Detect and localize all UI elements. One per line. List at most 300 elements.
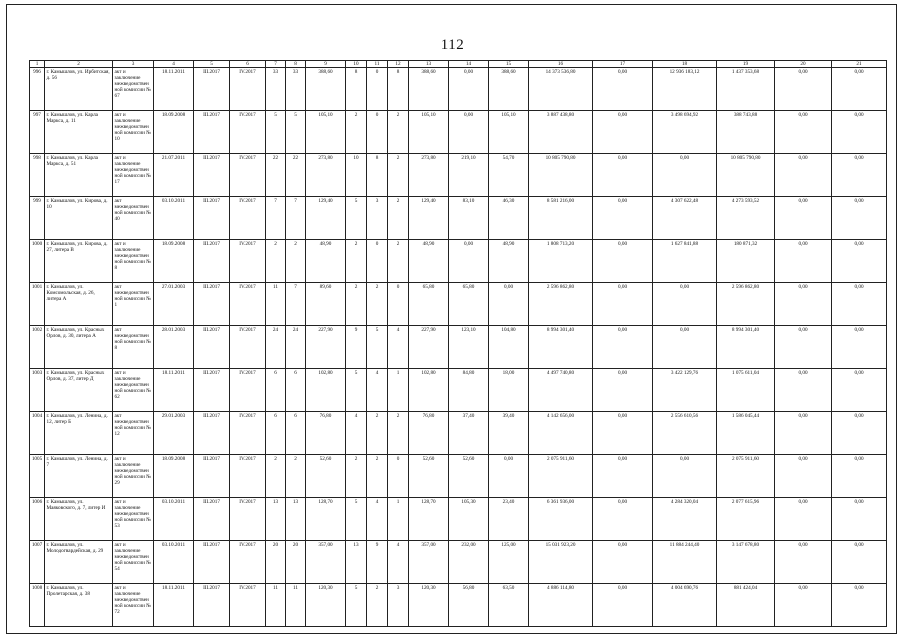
area-municipal-cell: 0,00 [449, 240, 489, 283]
total-cost-cell: 6 361 936,00 [529, 498, 593, 541]
rooms-municipal-cell: 2 [367, 283, 388, 326]
area-municipal-cell: 65,80 [449, 283, 489, 326]
column-number-row [30, 61, 887, 68]
residents-to-relocate-cell: 6 [286, 369, 306, 412]
total-area-cell: 273,80 [306, 154, 346, 197]
planned-start-cell: III.2017 [194, 584, 230, 627]
planned-end-cell: IV.2017 [230, 283, 266, 326]
column-header: 5 [194, 61, 230, 68]
page-number: 112 [440, 37, 465, 53]
regional-funds-cell: 2 556 610,56 [653, 412, 717, 455]
total-cost-cell: 2 075 911,60 [529, 455, 593, 498]
document-date-cell: 18.09.2008 [154, 455, 194, 498]
total-cost-cell: 4 142 656,00 [529, 412, 593, 455]
planned-start-cell: III.2017 [194, 455, 230, 498]
residents-to-relocate-cell: 22 [286, 154, 306, 197]
row-number-cell: 998 [30, 154, 45, 197]
total-cost-cell: 15 031 923,20 [529, 541, 593, 584]
table-row [30, 326, 887, 369]
federal-funds-cell: 0,00 [593, 369, 653, 412]
rooms-municipal-cell: 2 [367, 455, 388, 498]
residents-total-cell: 7 [266, 197, 286, 240]
residents-total-cell: 6 [266, 412, 286, 455]
rooms-private-cell: 2 [388, 197, 409, 240]
document-date-cell: 27.01.2003 [154, 283, 194, 326]
area-to-relocate-cell: 273,80 [409, 154, 449, 197]
rooms-total-cell: 2 [346, 240, 367, 283]
total-cost-cell: 14 373 536,80 [529, 68, 593, 111]
planned-end-cell: IV.2017 [230, 326, 266, 369]
residents-to-relocate-cell: 33 [286, 68, 306, 111]
area-municipal-cell: 0,00 [449, 111, 489, 154]
rooms-municipal-cell: 2 [367, 412, 388, 455]
residents-total-cell: 11 [266, 283, 286, 326]
address-cell: г. Камышлов, ул. Красных Орлов, д. 37, литер Д [45, 369, 113, 412]
area-municipal-cell: 123,10 [449, 326, 489, 369]
rooms-municipal-cell: 0 [367, 111, 388, 154]
total-area-cell: 120,30 [306, 584, 346, 627]
planned-start-cell: III.2017 [194, 197, 230, 240]
address-cell: г. Камышлов, ул. Ленина, д. 12, литер Б [45, 412, 113, 455]
federal-funds-cell: 0,00 [593, 584, 653, 627]
column-header: 13 [409, 61, 449, 68]
extra-funds-1-cell: 0,00 [775, 283, 832, 326]
table-row [30, 240, 887, 283]
area-private-cell: 105,10 [489, 111, 529, 154]
regional-funds-cell: 3 498 694,92 [653, 111, 717, 154]
row-number-cell: 1005 [30, 455, 45, 498]
total-area-cell: 129,40 [306, 197, 346, 240]
document-date-cell: 28.01.2003 [154, 326, 194, 369]
table-row [30, 455, 887, 498]
rooms-private-cell: 2 [388, 240, 409, 283]
address-cell: г. Камышлов, ул. Комсомольская, д. 26, литера А [45, 283, 113, 326]
local-funds-cell: 8 994 301,40 [717, 326, 775, 369]
table-row [30, 541, 887, 584]
extra-funds-2-cell: 0,00 [832, 498, 887, 541]
regional-funds-cell: 0,00 [653, 283, 717, 326]
basis-document-cell: акт и заключение межведомственной комиссии № 72 [113, 584, 154, 627]
residents-to-relocate-cell: 24 [286, 326, 306, 369]
area-municipal-cell: 0,00 [449, 68, 489, 111]
area-private-cell: 18,00 [489, 369, 529, 412]
table-row [30, 498, 887, 541]
document-date-cell: 29.01.2003 [154, 412, 194, 455]
row-number-cell: 1006 [30, 498, 45, 541]
planned-end-cell: IV.2017 [230, 584, 266, 627]
address-cell: г. Камышлов, ул. Маяковского, д. 7, литер И [45, 498, 113, 541]
column-header: 4 [154, 61, 194, 68]
residents-total-cell: 20 [266, 541, 286, 584]
planned-end-cell: IV.2017 [230, 111, 266, 154]
address-cell: г. Камышлов, ул. Молодогвардейская, д. 29 [45, 541, 113, 584]
local-funds-cell: 1 437 353,68 [717, 68, 775, 111]
column-header: 9 [306, 61, 346, 68]
area-municipal-cell: 105,30 [449, 498, 489, 541]
planned-end-cell: IV.2017 [230, 154, 266, 197]
rooms-private-cell: 2 [388, 412, 409, 455]
planned-start-cell: III.2017 [194, 541, 230, 584]
area-private-cell: 125,00 [489, 541, 529, 584]
rooms-private-cell: 0 [388, 283, 409, 326]
federal-funds-cell: 0,00 [593, 111, 653, 154]
planned-start-cell: III.2017 [194, 498, 230, 541]
column-header: 12 [388, 61, 409, 68]
row-number-cell: 1001 [30, 283, 45, 326]
row-number-cell: 1000 [30, 240, 45, 283]
total-cost-cell: 4 497 740,80 [529, 369, 593, 412]
area-municipal-cell: 52,60 [449, 455, 489, 498]
extra-funds-1-cell: 0,00 [775, 197, 832, 240]
column-header: 16 [529, 61, 593, 68]
total-cost-cell: 2 596 862,80 [529, 283, 593, 326]
extra-funds-1-cell: 0,00 [775, 68, 832, 111]
extra-funds-2-cell: 0,00 [832, 283, 887, 326]
rooms-total-cell: 2 [346, 455, 367, 498]
address-cell: г. Камышлов, ул. Ленина, д. 7 [45, 455, 113, 498]
column-header: 3 [113, 61, 154, 68]
total-cost-cell: 4 886 114,80 [529, 584, 593, 627]
row-number-cell: 999 [30, 197, 45, 240]
rooms-municipal-cell: 2 [367, 584, 388, 627]
planned-start-cell: III.2017 [194, 326, 230, 369]
regional-funds-cell: 11 884 244,40 [653, 541, 717, 584]
local-funds-cell: 2 075 911,60 [717, 455, 775, 498]
local-funds-cell: 4 273 593,52 [717, 197, 775, 240]
area-private-cell: 0,00 [489, 455, 529, 498]
address-cell: г. Камышлов, ул. Красных Орлов, д. 30, литера А [45, 326, 113, 369]
basis-document-cell: акт межведомственной комиссии № 1 [113, 283, 154, 326]
table-row [30, 412, 887, 455]
extra-funds-2-cell: 0,00 [832, 455, 887, 498]
row-number-cell: 1003 [30, 369, 45, 412]
residents-to-relocate-cell: 7 [286, 283, 306, 326]
basis-document-cell: акт и заключение межведомственной комиссии № 54 [113, 541, 154, 584]
area-private-cell: 388,60 [489, 68, 529, 111]
area-to-relocate-cell: 357,00 [409, 541, 449, 584]
residents-total-cell: 5 [266, 111, 286, 154]
residents-total-cell: 33 [266, 68, 286, 111]
extra-funds-2-cell: 0,00 [832, 369, 887, 412]
column-header: 17 [593, 61, 653, 68]
column-header: 19 [717, 61, 775, 68]
rooms-total-cell: 10 [346, 154, 367, 197]
table-row [30, 111, 887, 154]
row-number-cell: 1007 [30, 541, 45, 584]
rooms-private-cell: 1 [388, 498, 409, 541]
regional-funds-cell: 3 422 129,76 [653, 369, 717, 412]
area-to-relocate-cell: 128,70 [409, 498, 449, 541]
total-area-cell: 102,80 [306, 369, 346, 412]
extra-funds-2-cell: 0,00 [832, 68, 887, 111]
area-municipal-cell: 56,80 [449, 584, 489, 627]
basis-document-cell: акт и заключение межведомственной комиссии № 53 [113, 498, 154, 541]
planned-end-cell: IV.2017 [230, 240, 266, 283]
extra-funds-1-cell: 0,00 [775, 111, 832, 154]
rooms-municipal-cell: 0 [367, 68, 388, 111]
rooms-total-cell: 5 [346, 498, 367, 541]
total-cost-cell: 8 994 301,40 [529, 326, 593, 369]
column-header: 8 [286, 61, 306, 68]
federal-funds-cell: 0,00 [593, 455, 653, 498]
rooms-total-cell: 9 [346, 326, 367, 369]
federal-funds-cell: 0,00 [593, 498, 653, 541]
area-private-cell: 23,40 [489, 498, 529, 541]
regional-funds-cell: 12 936 183,12 [653, 68, 717, 111]
planned-end-cell: IV.2017 [230, 197, 266, 240]
local-funds-cell: 881 424,04 [717, 584, 775, 627]
rooms-private-cell: 2 [388, 154, 409, 197]
area-to-relocate-cell: 120,30 [409, 584, 449, 627]
extra-funds-1-cell: 0,00 [775, 412, 832, 455]
table-row [30, 369, 887, 412]
local-funds-cell: 388 743,88 [717, 111, 775, 154]
local-funds-cell: 3 147 678,80 [717, 541, 775, 584]
extra-funds-2-cell: 0,00 [832, 111, 887, 154]
extra-funds-1-cell: 0,00 [775, 584, 832, 627]
planned-start-cell: III.2017 [194, 240, 230, 283]
document-date-cell: 21.07.2011 [154, 154, 194, 197]
address-cell: г. Камышлов, ул. Пролетарская, д. 38 [45, 584, 113, 627]
area-municipal-cell: 232,00 [449, 541, 489, 584]
basis-document-cell: акт и заключение межведомственной комиссии № 10 [113, 111, 154, 154]
area-private-cell: 0,00 [489, 283, 529, 326]
rooms-municipal-cell: 4 [367, 369, 388, 412]
document-date-cell: 18.11.2011 [154, 584, 194, 627]
column-header: 11 [367, 61, 388, 68]
extra-funds-2-cell: 0,00 [832, 154, 887, 197]
extra-funds-1-cell: 0,00 [775, 369, 832, 412]
column-header: 1 [30, 61, 45, 68]
table-row [30, 197, 887, 240]
basis-document-cell: акт и заключение межведомственной комиссии № 62 [113, 369, 154, 412]
residents-total-cell: 24 [266, 326, 286, 369]
extra-funds-1-cell: 0,00 [775, 240, 832, 283]
area-municipal-cell: 37,40 [449, 412, 489, 455]
planned-end-cell: IV.2017 [230, 455, 266, 498]
planned-start-cell: III.2017 [194, 412, 230, 455]
column-header: 14 [449, 61, 489, 68]
area-private-cell: 39,40 [489, 412, 529, 455]
local-funds-cell: 2 596 862,80 [717, 283, 775, 326]
total-area-cell: 52,60 [306, 455, 346, 498]
local-funds-cell: 1 586 045,44 [717, 412, 775, 455]
address-cell: г. Камышлов, ул. Карла Маркса, д. 51 [45, 154, 113, 197]
planned-end-cell: IV.2017 [230, 541, 266, 584]
extra-funds-2-cell: 0,00 [832, 326, 887, 369]
row-number-cell: 1002 [30, 326, 45, 369]
rooms-municipal-cell: 5 [367, 326, 388, 369]
rooms-municipal-cell: 0 [367, 240, 388, 283]
table-row [30, 154, 887, 197]
area-to-relocate-cell: 129,40 [409, 197, 449, 240]
column-header: 6 [230, 61, 266, 68]
planned-start-cell: III.2017 [194, 283, 230, 326]
regional-funds-cell: 1 627 841,88 [653, 240, 717, 283]
document-date-cell: 18.09.2008 [154, 240, 194, 283]
area-municipal-cell: 84,80 [449, 369, 489, 412]
planned-end-cell: IV.2017 [230, 68, 266, 111]
rooms-total-cell: 5 [346, 369, 367, 412]
basis-document-cell: акт межведомственной комиссии № 12 [113, 412, 154, 455]
residents-to-relocate-cell: 11 [286, 584, 306, 627]
area-to-relocate-cell: 65,80 [409, 283, 449, 326]
area-private-cell: 63,50 [489, 584, 529, 627]
column-header: 15 [489, 61, 529, 68]
table-row [30, 584, 887, 627]
rooms-total-cell: 13 [346, 541, 367, 584]
area-private-cell: 48,90 [489, 240, 529, 283]
area-to-relocate-cell: 76,80 [409, 412, 449, 455]
area-municipal-cell: 219,10 [449, 154, 489, 197]
area-to-relocate-cell: 227,90 [409, 326, 449, 369]
residents-total-cell: 6 [266, 369, 286, 412]
planned-start-cell: III.2017 [194, 369, 230, 412]
rooms-municipal-cell: 8 [367, 154, 388, 197]
rooms-total-cell: 5 [346, 584, 367, 627]
area-to-relocate-cell: 48,90 [409, 240, 449, 283]
total-cost-cell: 10 805 790,80 [529, 154, 593, 197]
extra-funds-1-cell: 0,00 [775, 455, 832, 498]
area-to-relocate-cell: 52,60 [409, 455, 449, 498]
planned-end-cell: IV.2017 [230, 412, 266, 455]
residents-to-relocate-cell: 2 [286, 240, 306, 283]
row-number-cell: 1004 [30, 412, 45, 455]
extra-funds-2-cell: 0,00 [832, 197, 887, 240]
table-row [30, 283, 887, 326]
federal-funds-cell: 0,00 [593, 412, 653, 455]
rooms-private-cell: 3 [388, 584, 409, 627]
extra-funds-1-cell: 0,00 [775, 498, 832, 541]
rooms-private-cell: 0 [388, 455, 409, 498]
regional-funds-cell: 4 004 690,76 [653, 584, 717, 627]
planned-end-cell: IV.2017 [230, 498, 266, 541]
address-cell: г. Камышлов, ул. Ирбитская, д. 56 [45, 68, 113, 111]
rooms-private-cell: 4 [388, 326, 409, 369]
basis-document-cell: акт и заключение межведомственной комиссии № 67 [113, 68, 154, 111]
rooms-total-cell: 2 [346, 111, 367, 154]
basis-document-cell: акт межведомственной комиссии № 40 [113, 197, 154, 240]
basis-document-cell: акт и заключение межведомственной комиссии № 29 [113, 455, 154, 498]
row-number-cell: 996 [30, 68, 45, 111]
residents-total-cell: 22 [266, 154, 286, 197]
residents-total-cell: 2 [266, 240, 286, 283]
area-private-cell: 54,70 [489, 154, 529, 197]
rooms-total-cell: 8 [346, 68, 367, 111]
regional-funds-cell: 0,00 [653, 326, 717, 369]
residents-total-cell: 2 [266, 455, 286, 498]
area-private-cell: 104,80 [489, 326, 529, 369]
row-number-cell: 997 [30, 111, 45, 154]
document-date-cell: 18.09.2008 [154, 111, 194, 154]
basis-document-cell: акт и заключение межведомственной комиссии № 8 [113, 240, 154, 283]
total-area-cell: 357,00 [306, 541, 346, 584]
rooms-total-cell: 2 [346, 283, 367, 326]
address-cell: г. Камышлов, ул. Кирова, д. 10 [45, 197, 113, 240]
rooms-private-cell: 4 [388, 541, 409, 584]
extra-funds-2-cell: 0,00 [832, 584, 887, 627]
column-header: 18 [653, 61, 717, 68]
document-date-cell: 18.11.2011 [154, 369, 194, 412]
planned-start-cell: III.2017 [194, 111, 230, 154]
row-number-cell: 1008 [30, 584, 45, 627]
resettlement-table [29, 60, 887, 627]
federal-funds-cell: 0,00 [593, 283, 653, 326]
total-area-cell: 48,90 [306, 240, 346, 283]
regional-funds-cell: 0,00 [653, 455, 717, 498]
rooms-total-cell: 4 [346, 412, 367, 455]
document-date-cell: 03.10.2011 [154, 197, 194, 240]
total-area-cell: 227,90 [306, 326, 346, 369]
total-cost-cell: 3 887 438,80 [529, 111, 593, 154]
total-cost-cell: 1 808 713,20 [529, 240, 593, 283]
residents-to-relocate-cell: 5 [286, 111, 306, 154]
local-funds-cell: 180 871,32 [717, 240, 775, 283]
total-area-cell: 89,60 [306, 283, 346, 326]
regional-funds-cell: 0,00 [653, 154, 717, 197]
extra-funds-1-cell: 0,00 [775, 154, 832, 197]
area-private-cell: 46,30 [489, 197, 529, 240]
extra-funds-2-cell: 0,00 [832, 541, 887, 584]
residents-to-relocate-cell: 2 [286, 455, 306, 498]
extra-funds-2-cell: 0,00 [832, 412, 887, 455]
rooms-municipal-cell: 3 [367, 197, 388, 240]
extra-funds-1-cell: 0,00 [775, 541, 832, 584]
total-area-cell: 388,60 [306, 68, 346, 111]
document-date-cell: 03.10.2011 [154, 541, 194, 584]
federal-funds-cell: 0,00 [593, 197, 653, 240]
basis-document-cell: акт межведомственной комиссии № 8 [113, 326, 154, 369]
total-area-cell: 128,70 [306, 498, 346, 541]
federal-funds-cell: 0,00 [593, 68, 653, 111]
residents-to-relocate-cell: 6 [286, 412, 306, 455]
rooms-municipal-cell: 9 [367, 541, 388, 584]
address-cell: г. Камышлов, ул. Кирова, д. 27, литера В [45, 240, 113, 283]
address-cell: г. Камышлов, ул. Карла Маркса, д. 11 [45, 111, 113, 154]
rooms-private-cell: 1 [388, 369, 409, 412]
area-to-relocate-cell: 102,80 [409, 369, 449, 412]
federal-funds-cell: 0,00 [593, 326, 653, 369]
residents-to-relocate-cell: 20 [286, 541, 306, 584]
total-area-cell: 105,10 [306, 111, 346, 154]
column-header: 10 [346, 61, 367, 68]
total-cost-cell: 8 581 216,00 [529, 197, 593, 240]
column-header: 7 [266, 61, 286, 68]
residents-to-relocate-cell: 7 [286, 197, 306, 240]
document-date-cell: 03.10.2011 [154, 498, 194, 541]
table-row [30, 68, 887, 111]
federal-funds-cell: 0,00 [593, 154, 653, 197]
column-header: 20 [775, 61, 832, 68]
column-header: 21 [832, 61, 887, 68]
local-funds-cell: 10 805 790,80 [717, 154, 775, 197]
rooms-municipal-cell: 4 [367, 498, 388, 541]
federal-funds-cell: 0,00 [593, 541, 653, 584]
federal-funds-cell: 0,00 [593, 240, 653, 283]
rooms-private-cell: 2 [388, 111, 409, 154]
column-header: 2 [45, 61, 113, 68]
extra-funds-2-cell: 0,00 [832, 240, 887, 283]
rooms-private-cell: 8 [388, 68, 409, 111]
residents-to-relocate-cell: 13 [286, 498, 306, 541]
local-funds-cell: 2 077 615,96 [717, 498, 775, 541]
area-municipal-cell: 83,10 [449, 197, 489, 240]
document-date-cell: 18.11.2011 [154, 68, 194, 111]
local-funds-cell: 1 075 611,04 [717, 369, 775, 412]
total-area-cell: 76,80 [306, 412, 346, 455]
extra-funds-1-cell: 0,00 [775, 326, 832, 369]
planned-start-cell: III.2017 [194, 154, 230, 197]
